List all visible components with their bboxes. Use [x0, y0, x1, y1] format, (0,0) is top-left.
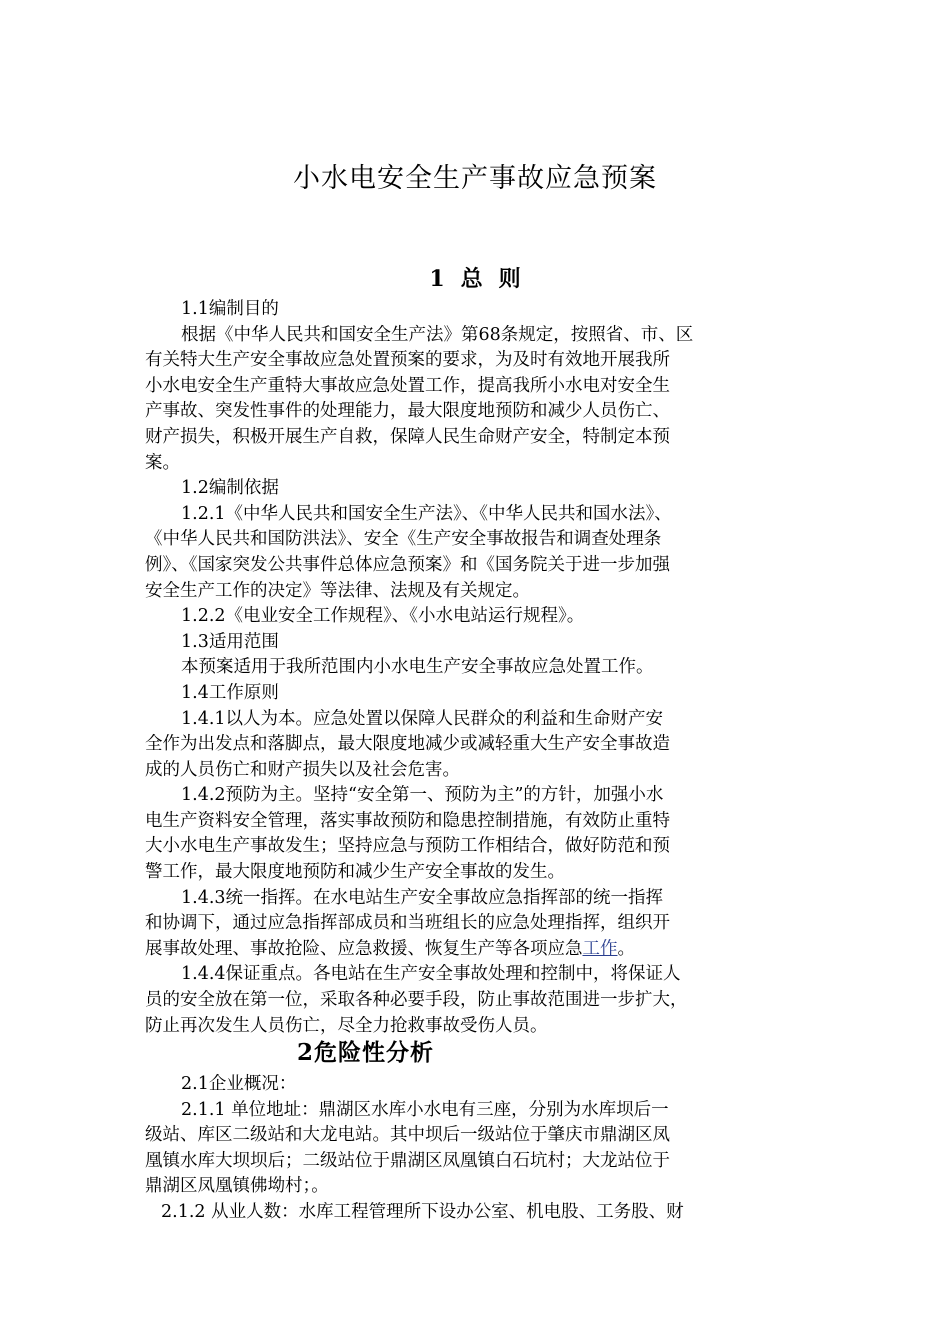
subheading-1-4: 1.4工作原则 — [181, 682, 279, 703]
paragraph-line: 根据《中华人民共和国安全生产法》第68条规定，按照省、市、区 — [181, 324, 694, 345]
paragraph-line: 和协调下，通过应急指挥部成员和当班组长的应急处理指挥，组织开 — [145, 913, 670, 934]
subheading-1-2: 1.2编制依据 — [181, 478, 279, 499]
paragraph-line: 级站、库区二级站和大龙电站。其中坝后一级站位于肇庆市鼎湖区凤 — [145, 1125, 670, 1146]
paragraph-line: 员的安全放在第一位，采取各种必要手段，防止事故范围进一步扩大， — [145, 990, 688, 1011]
paragraph-line: 2.1.2 从业人数：水库工程管理所下设办公室、机电股、工务股、财 — [161, 1201, 684, 1222]
paragraph-line: 1.2.1《中华人民共和国安全生产法》、《中华人民共和国水法》、 — [181, 503, 672, 524]
subheading-1-3: 1.3适用范围 — [181, 631, 279, 652]
paragraph-line: 警工作，最大限度地预防和减少生产安全事故的发生。 — [145, 862, 565, 883]
paragraph-line: 本预案适用于我所范围内小水电生产安全事故应急处置工作。 — [181, 657, 654, 678]
section-2-heading: 2危险性分析 — [297, 1039, 435, 1066]
paragraph-line: 大小水电生产事故发生；坚持应急与预防工作相结合，做好防范和预 — [145, 836, 670, 857]
paragraph-line: 电生产资料安全管理，落实事故预防和隐患控制措施，有效防止重特 — [145, 810, 670, 831]
paragraph-line: 防止再次发生人员伤亡，尽全力抢救事故受伤人员。 — [145, 1015, 548, 1036]
paragraph-line: 例》、《国家突发公共事件总体应急预案》和《国务院关于进一步加强 — [145, 554, 670, 575]
paragraph-line: 小水电安全生产重特大事故应急处置工作，提高我所小水电对安全生 — [145, 375, 670, 396]
section-1-body — [145, 297, 810, 1039]
paragraph-line: 1.4.4保证重点。各电站在生产安全事故处理和控制中，将保证人 — [181, 964, 681, 985]
paragraph-line: 全作为出发点和落脚点，最大限度地减少或减轻重大生产安全事故造 — [145, 734, 670, 755]
paragraph-line: 财产损失，积极开展生产自救，保障人民生命财产安全，特制定本预 — [145, 426, 670, 447]
paragraph-line: 1.2.2《电业安全工作规程》、《小水电站运行规程》。 — [181, 606, 585, 627]
paragraph-line: 鼎湖区凤凰镇佛坳村；。 — [145, 1176, 329, 1197]
subheading-1-1: 1.1编制目的 — [181, 299, 279, 319]
paragraph-line: 成的人员伤亡和财产损失以及社会危害。 — [145, 759, 460, 780]
subheading-2-1: 2.1企业概况： — [181, 1074, 297, 1094]
paragraph-line: 1.4.3统一指挥。在水电站生产安全事故应急指挥部的统一指挥 — [181, 887, 664, 908]
paragraph-line: 1.4.1以人为本。应急处置以保障人民群众的利益和生命财产安 — [181, 708, 664, 729]
section-1-title-b: 则 — [498, 266, 521, 292]
paragraph-line-with-link — [145, 937, 810, 963]
paragraph-text: 。 — [617, 938, 635, 959]
paragraph-line: 1.4.2预防为主。坚持“安全第一、预防为主”的方针，加强小水 — [181, 785, 664, 806]
paragraph-line: 有关特大生产安全事故应急处置预案的要求，为及时有效地开展我所 — [145, 350, 670, 371]
work-link[interactable]: 工作 — [582, 938, 618, 959]
paragraph-line: 2.1.1 单位地址：鼎湖区水库小水电有三座，分别为水库坝后一 — [181, 1099, 669, 1120]
paragraph-line: 《中华人民共和国防洪法》、安全《生产安全事故报告和调查处理条 — [145, 529, 662, 550]
paragraph-line: 案。 — [145, 452, 180, 473]
section-1-number: 1 — [429, 266, 445, 292]
document-title: 小水电安全生产事故应急预案 — [293, 163, 657, 194]
section-2-body — [145, 1072, 810, 1226]
paragraph-line: 安全生产工作的决定》等法律、法规及有关规定。 — [145, 580, 530, 601]
paragraph-line: 产事故、突发性事件的处理能力，最大限度地预防和减少人员伤亡、 — [145, 401, 670, 422]
section-1-title-a: 总 — [460, 266, 483, 292]
paragraph-text: 展事故处理、事故抢险、应急救援、恢复生产等各项应急 — [145, 938, 583, 959]
section-1-heading — [0, 262, 950, 293]
paragraph-line: 凰镇水库大坝坝后；二级站位于鼎湖区凤凰镇白石坑村；大龙站位于 — [145, 1150, 670, 1171]
